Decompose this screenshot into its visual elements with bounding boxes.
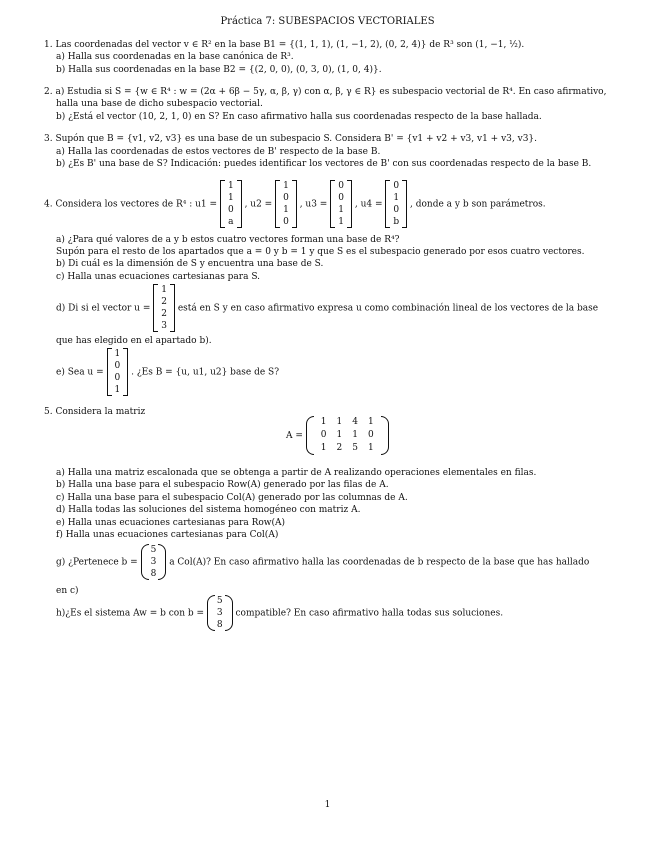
vector-u1 (220, 180, 242, 228)
u1-entry: 1 (227, 193, 234, 203)
problem-4e-post: . ¿Es B = {u, u1, u2} base de S? (131, 367, 280, 378)
u-entry: 2 (161, 309, 167, 319)
vector-u4 (385, 180, 407, 228)
u1-entry: 1 (227, 181, 234, 191)
u3-entry: 1 (338, 217, 344, 227)
problem-1b: b) Halla sus coordenadas en la base B2 = {(2, 0, 0), (0, 3, 0), (1, 0, 4)}. (56, 65, 382, 75)
u1-label: u1 = (195, 199, 218, 210)
problem-5h-pre: h)¿Es el sistema Aw = b con b = (56, 608, 205, 619)
problem-5f: f) Halla unas ecuaciones cartesianas para Col(A) (56, 530, 279, 540)
problem-3b: b) ¿Es B' una base de S? Indicación: puedes identificar los vectores de B' con sus coordenadas respecto de la base B. (56, 159, 592, 169)
u-entry: 0 (114, 361, 121, 371)
matrix-cell: 1 (352, 430, 358, 440)
problem-4e (56, 348, 279, 396)
problem-5a: a) Halla una matriz escalonada que se obtenga a partir de A realizando operaciones elementales en filas. (56, 468, 537, 478)
vector-u3 (330, 180, 352, 228)
problem-5e: e) Halla unas ecuaciones cartesianas para Row(A) (56, 518, 286, 528)
problem-5g-post: a Col(A)? En caso afirmativo halla las coordenadas de b respecto de la base que has hallado (169, 557, 590, 568)
problem-4-vectors (44, 180, 546, 228)
problem-5d: d) Halla todas las soluciones del sistema homogéneo con matriz A. (56, 505, 361, 515)
b-entry: 5 (150, 545, 157, 555)
u4-label: , u4 = (354, 199, 383, 210)
u2-label: , u2 = (244, 199, 273, 210)
problem-3-statement: 3. Supón que B = {v1, v2, v3} es una base de un subespacio S. Considera B' = {v1 + v2 + v3, v1 + v3, v3}. (44, 134, 538, 144)
vector-b-5g (141, 544, 167, 580)
u3-label: , u3 = (299, 199, 328, 210)
matrix-cell: 1 (320, 443, 327, 453)
u4-entry: 0 (393, 181, 400, 191)
b-entry: 5 (216, 596, 223, 606)
u-entry: 2 (161, 297, 167, 307)
u3-entry: 0 (338, 181, 344, 191)
matrix-A-label: A = (286, 431, 303, 441)
problem-5g (56, 544, 589, 580)
problem-4-assumption: Supón para el resto de los apartados que a = 0 y b = 1 y que S es el subespacio generado por esos cuatro vectores. (56, 247, 585, 257)
u-entry: 1 (114, 385, 121, 395)
u4-entry: 0 (393, 205, 400, 215)
b-entry: 8 (216, 620, 223, 630)
matrix-cell: 1 (336, 417, 343, 427)
problem-4b: b) Di cuál es la dimensión de S y encuentra una base de S. (56, 259, 324, 269)
problem-3a: a) Halla las coordenadas de estos vectores de B' respecto de la base B. (56, 147, 381, 157)
b-entry: 3 (216, 608, 223, 618)
u-entry: 1 (114, 349, 121, 359)
problem-5h (56, 595, 503, 631)
vector-u2 (275, 180, 297, 228)
matrix-cell: 1 (367, 417, 374, 427)
matrix-cell: 0 (367, 430, 374, 440)
problem-2a-line1: 2. a) Estudia si S = {w ∈ R⁴ : w = (2α + 6β − 5γ, α, β, γ) con α, β, γ ∈ R} es subespacio vectorial de R⁴. En caso afirmativo, (44, 87, 607, 97)
problem-2a-line2: halla una base de dicho subespacio vectorial. (56, 99, 263, 109)
matrix-A-body (306, 416, 389, 455)
problem-4a: a) ¿Para qué valores de a y b estos cuatro vectores forman una base de R⁴? (56, 235, 400, 245)
u4-entry: b (393, 217, 400, 227)
problem-5-statement: 5. Considera la matriz (44, 407, 146, 417)
u2-entry: 0 (283, 193, 289, 203)
vector-u-4d (153, 284, 175, 332)
page-number: 1 (324, 800, 331, 810)
u2-entry: 1 (283, 181, 289, 191)
problem-4-tail: , donde a y b son parámetros. (410, 199, 546, 210)
matrix-cell: 5 (352, 443, 358, 453)
matrix-cell: 1 (320, 417, 327, 427)
problem-5b: b) Halla una base para el subespacio Row(A) generado por las filas de A. (56, 480, 389, 490)
u-entry: 3 (161, 321, 167, 331)
u4-entry: 1 (393, 193, 400, 203)
u2-entry: 1 (283, 205, 289, 215)
problem-1-statement: 1. Las coordenadas del vector v ∈ R² en la base B1 = {(1, 1, 1), (1, −1, 2), (0, 2, 4)} de R³ son (1, −1, ½). (44, 40, 525, 50)
problem-2b: b) ¿Está el vector (10, 2, 1, 0) en S? En caso afirmativo halla sus coordenadas respecto de la base hallada. (56, 112, 542, 122)
matrix-A (286, 416, 389, 455)
matrix-cell: 1 (367, 443, 374, 453)
problem-4d-pre: d) Di si el vector u = (56, 303, 151, 314)
u1-entry: a (228, 217, 234, 227)
u3-entry: 1 (338, 205, 344, 215)
u1-entry: 0 (227, 205, 234, 215)
vector-u-4e (107, 348, 129, 396)
problem-5c: c) Halla una base para el subespacio Col(A) generado por las columnas de A. (56, 493, 408, 503)
b-entry: 3 (150, 557, 157, 567)
problem-4d-line2: que has elegido en el apartado b). (56, 336, 212, 346)
page-title: Práctica 7: SUBESPACIOS VECTORIALES (220, 16, 435, 27)
b-entry: 8 (150, 569, 157, 579)
u-entry: 0 (114, 373, 121, 383)
problem-5g-pre: g) ¿Pertenece b = (56, 557, 138, 568)
problem-5g-line2: en c) (56, 586, 79, 596)
u3-entry: 0 (338, 193, 344, 203)
u-entry: 1 (161, 285, 167, 295)
problem-4c: c) Halla unas ecuaciones cartesianas para S. (56, 272, 261, 282)
matrix-cell: 1 (336, 430, 343, 440)
problem-4-intro: 4. Considera los vectores de R⁴ : (44, 199, 193, 210)
problem-5h-post: compatible? En caso afirmativo halla todas sus soluciones. (235, 608, 504, 619)
problem-1a: a) Halla sus coordenadas en la base canónica de R³. (56, 52, 294, 62)
matrix-cell: 4 (352, 417, 358, 427)
u2-entry: 0 (283, 217, 289, 227)
matrix-cell: 0 (320, 430, 327, 440)
matrix-cell: 2 (336, 443, 343, 453)
problem-4d (56, 284, 598, 332)
vector-b-5h (207, 595, 233, 631)
problem-4d-post: está en S y en caso afirmativo expresa u como combinación lineal de los vectores de la base (177, 303, 599, 314)
problem-4e-pre: e) Sea u = (56, 367, 104, 378)
